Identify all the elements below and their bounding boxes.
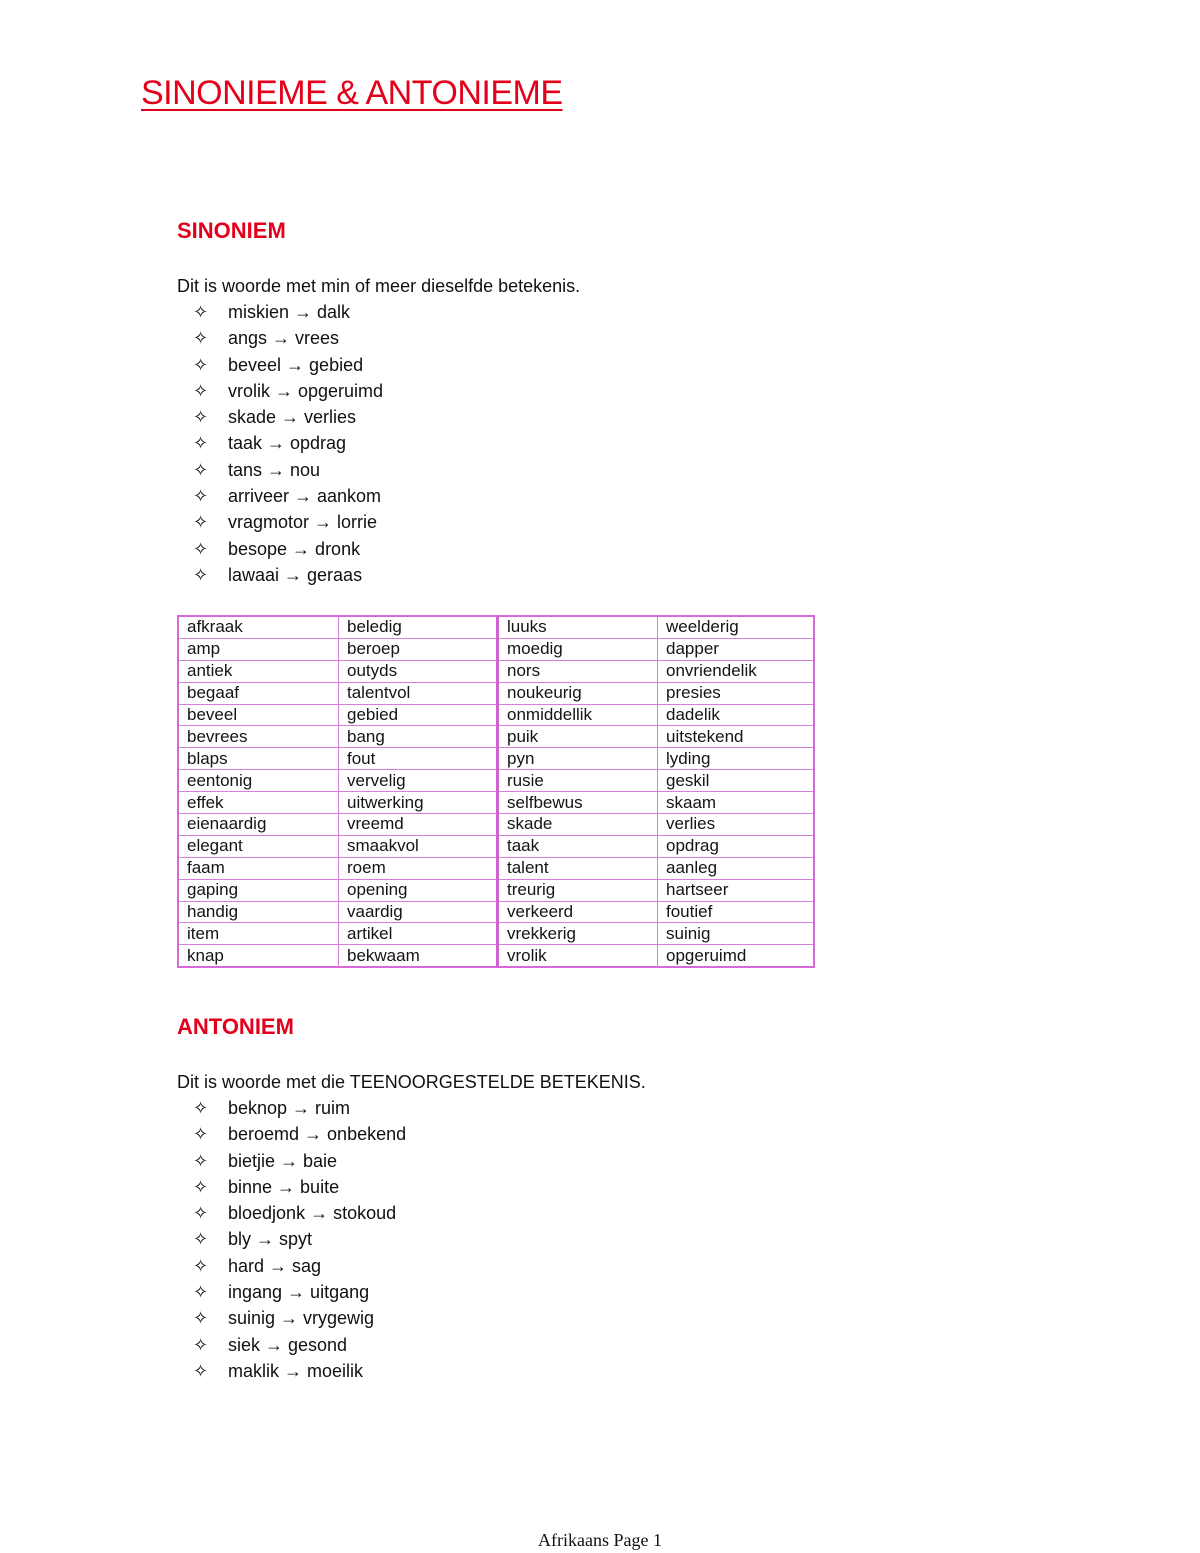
antonym-intro: Dit is woorde met die TEENOORGESTELDE BETEKENIS. <box>177 1072 646 1092</box>
star-bullet-icon: ✧ <box>193 564 209 585</box>
star-bullet-icon: ✧ <box>193 1124 209 1145</box>
table-cell: suinig <box>658 923 815 945</box>
table-cell: opdrag <box>658 835 815 857</box>
word-pair: arriveer → aankom <box>228 486 382 507</box>
table-cell: bevrees <box>178 726 339 748</box>
word-pair: bly → spyt <box>228 1229 313 1250</box>
star-bullet-icon: ✧ <box>193 354 209 375</box>
table-cell: rusie <box>498 770 658 792</box>
table-row <box>178 814 814 836</box>
table-cell: beledig <box>339 616 498 638</box>
table-cell: pyn <box>498 748 658 770</box>
synonym-item <box>177 430 877 456</box>
table-row <box>178 726 814 748</box>
page-footer: Afrikaans Page 1 <box>538 1530 662 1550</box>
synonym-table-body <box>178 616 814 967</box>
star-bullet-icon: ✧ <box>193 1176 209 1197</box>
antonym-item <box>177 1174 877 1200</box>
synonym-item <box>177 325 877 351</box>
star-bullet-icon: ✧ <box>193 380 209 401</box>
synonym-item <box>177 562 877 588</box>
word-pair: siek → gesond <box>228 1334 348 1355</box>
word-pair: vrolik → opgeruimd <box>228 380 384 401</box>
table-cell: hartseer <box>658 879 815 901</box>
page-title: SINONIEME & ANTONIEME <box>141 74 563 112</box>
table-cell: fout <box>339 748 498 770</box>
table-cell: eienaardig <box>178 814 339 836</box>
table-cell: verkeerd <box>498 901 658 923</box>
table-row <box>178 901 814 923</box>
antonym-heading: ANTONIEM <box>177 1014 294 1039</box>
synonym-intro: Dit is woorde met min of meer dieselfde betekenis. <box>177 276 581 296</box>
antonym-item <box>177 1121 877 1147</box>
table-cell: outyds <box>339 660 498 682</box>
table-cell: taak <box>498 835 658 857</box>
word-pair: angs → vrees <box>228 328 340 349</box>
table-cell: dapper <box>658 638 815 660</box>
star-bullet-icon: ✧ <box>193 459 209 480</box>
synonym-item <box>177 378 877 404</box>
star-bullet-icon: ✧ <box>193 1098 209 1118</box>
table-cell: begaaf <box>178 682 339 704</box>
word-pair: bloedjonk → stokoud <box>228 1203 397 1224</box>
word-pair: vragmotor → lorrie <box>228 512 378 533</box>
word-pair: beknop → ruim <box>228 1098 351 1118</box>
word-pair: skade → verlies <box>228 407 357 428</box>
table-cell: opgeruimd <box>658 945 815 967</box>
table-cell: bekwaam <box>339 945 498 967</box>
table-cell: uitstekend <box>658 726 815 748</box>
word-pair: miskien → dalk <box>228 302 351 322</box>
star-bullet-icon: ✧ <box>193 302 209 322</box>
table-cell: vrekkerig <box>498 923 658 945</box>
table-cell: puik <box>498 726 658 748</box>
antonym-item <box>177 1095 877 1121</box>
word-pair: lawaai → geraas <box>228 564 363 585</box>
synonym-item <box>177 404 877 430</box>
antonym-item <box>177 1226 877 1252</box>
word-pair: hard → sag <box>228 1255 322 1276</box>
table-cell: treurig <box>498 879 658 901</box>
star-bullet-icon: ✧ <box>193 1229 209 1250</box>
table-cell: afkraak <box>178 616 339 638</box>
word-pair: besope → dronk <box>228 538 361 559</box>
table-cell: onmiddellik <box>498 704 658 726</box>
table-row <box>178 704 814 726</box>
table-cell: artikel <box>339 923 498 945</box>
word-pair: maklik → moeilik <box>228 1360 364 1381</box>
table-cell: item <box>178 923 339 945</box>
star-bullet-icon: ✧ <box>193 433 209 454</box>
synonym-item <box>177 352 877 378</box>
table-cell: vervelig <box>339 770 498 792</box>
table-cell: beroep <box>339 638 498 660</box>
synonym-table <box>177 615 815 968</box>
table-cell: elegant <box>178 835 339 857</box>
table-cell: aanleg <box>658 857 815 879</box>
antonym-section <box>177 1014 877 1384</box>
synonym-list <box>177 299 877 588</box>
table-cell: skade <box>498 814 658 836</box>
table-cell: moedig <box>498 638 658 660</box>
synonym-item <box>177 483 877 509</box>
word-pair: bietjie → baie <box>228 1150 338 1171</box>
star-bullet-icon: ✧ <box>193 1203 209 1224</box>
table-row <box>178 792 814 814</box>
antonym-item <box>177 1279 877 1305</box>
table-row <box>178 945 814 967</box>
word-pair: tans → nou <box>228 459 321 480</box>
star-bullet-icon: ✧ <box>193 538 209 559</box>
table-cell: amp <box>178 638 339 660</box>
table-cell: nors <box>498 660 658 682</box>
star-bullet-icon: ✧ <box>193 1150 209 1171</box>
table-row <box>178 770 814 792</box>
antonym-item <box>177 1148 877 1174</box>
antonym-item <box>177 1358 877 1384</box>
table-cell: skaam <box>658 792 815 814</box>
table-row <box>178 682 814 704</box>
table-cell: roem <box>339 857 498 879</box>
table-cell: lyding <box>658 748 815 770</box>
table-row <box>178 748 814 770</box>
table-cell: dadelik <box>658 704 815 726</box>
table-row <box>178 835 814 857</box>
antonym-item <box>177 1253 877 1279</box>
antonym-item <box>177 1305 877 1331</box>
table-cell: opening <box>339 879 498 901</box>
word-pair: taak → opdrag <box>228 433 347 454</box>
table-row <box>178 879 814 901</box>
star-bullet-icon: ✧ <box>193 1308 209 1329</box>
star-bullet-icon: ✧ <box>193 1360 209 1381</box>
synonym-item <box>177 457 877 483</box>
word-pair: beroemd → onbekend <box>228 1124 407 1145</box>
star-bullet-icon: ✧ <box>193 1282 209 1303</box>
table-row <box>178 857 814 879</box>
table-cell: eentonig <box>178 770 339 792</box>
antonym-list <box>177 1095 877 1384</box>
word-pair: suinig → vrygewig <box>228 1308 375 1329</box>
table-cell: verlies <box>658 814 815 836</box>
table-cell: bang <box>339 726 498 748</box>
table-cell: beveel <box>178 704 339 726</box>
table-row <box>178 660 814 682</box>
synonym-item <box>177 536 877 562</box>
star-bullet-icon: ✧ <box>193 1255 209 1276</box>
table-cell: vreemd <box>339 814 498 836</box>
table-cell: luuks <box>498 616 658 638</box>
synonym-item <box>177 509 877 535</box>
table-cell: gebied <box>339 704 498 726</box>
table-row <box>178 923 814 945</box>
word-pair: binne → buite <box>228 1176 340 1197</box>
table-cell: effek <box>178 792 339 814</box>
table-cell: uitwerking <box>339 792 498 814</box>
table-cell: selfbewus <box>498 792 658 814</box>
synonym-section <box>177 218 877 588</box>
table-cell: smaakvol <box>339 835 498 857</box>
antonym-item <box>177 1332 877 1358</box>
table-cell: talentvol <box>339 682 498 704</box>
table-cell: presies <box>658 682 815 704</box>
synonym-heading: SINONIEM <box>177 218 286 243</box>
table-cell: foutief <box>658 901 815 923</box>
word-pair: beveel → gebied <box>228 354 364 375</box>
table-cell: weelderig <box>658 616 815 638</box>
star-bullet-icon: ✧ <box>193 512 209 533</box>
star-bullet-icon: ✧ <box>193 1334 209 1355</box>
table-row <box>178 638 814 660</box>
table-cell: handig <box>178 901 339 923</box>
star-bullet-icon: ✧ <box>193 407 209 428</box>
table-cell: talent <box>498 857 658 879</box>
synonym-item <box>177 299 877 325</box>
word-pair: ingang → uitgang <box>228 1282 370 1303</box>
table-cell: blaps <box>178 748 339 770</box>
table-cell: vaardig <box>339 901 498 923</box>
table-cell: vrolik <box>498 945 658 967</box>
table-row <box>178 616 814 638</box>
table-cell: noukeurig <box>498 682 658 704</box>
table-cell: geskil <box>658 770 815 792</box>
antonym-item <box>177 1200 877 1226</box>
table-cell: gaping <box>178 879 339 901</box>
table-cell: onvriendelik <box>658 660 815 682</box>
table-cell: faam <box>178 857 339 879</box>
table-cell: knap <box>178 945 339 967</box>
table-cell: antiek <box>178 660 339 682</box>
star-bullet-icon: ✧ <box>193 328 209 349</box>
star-bullet-icon: ✧ <box>193 486 209 507</box>
